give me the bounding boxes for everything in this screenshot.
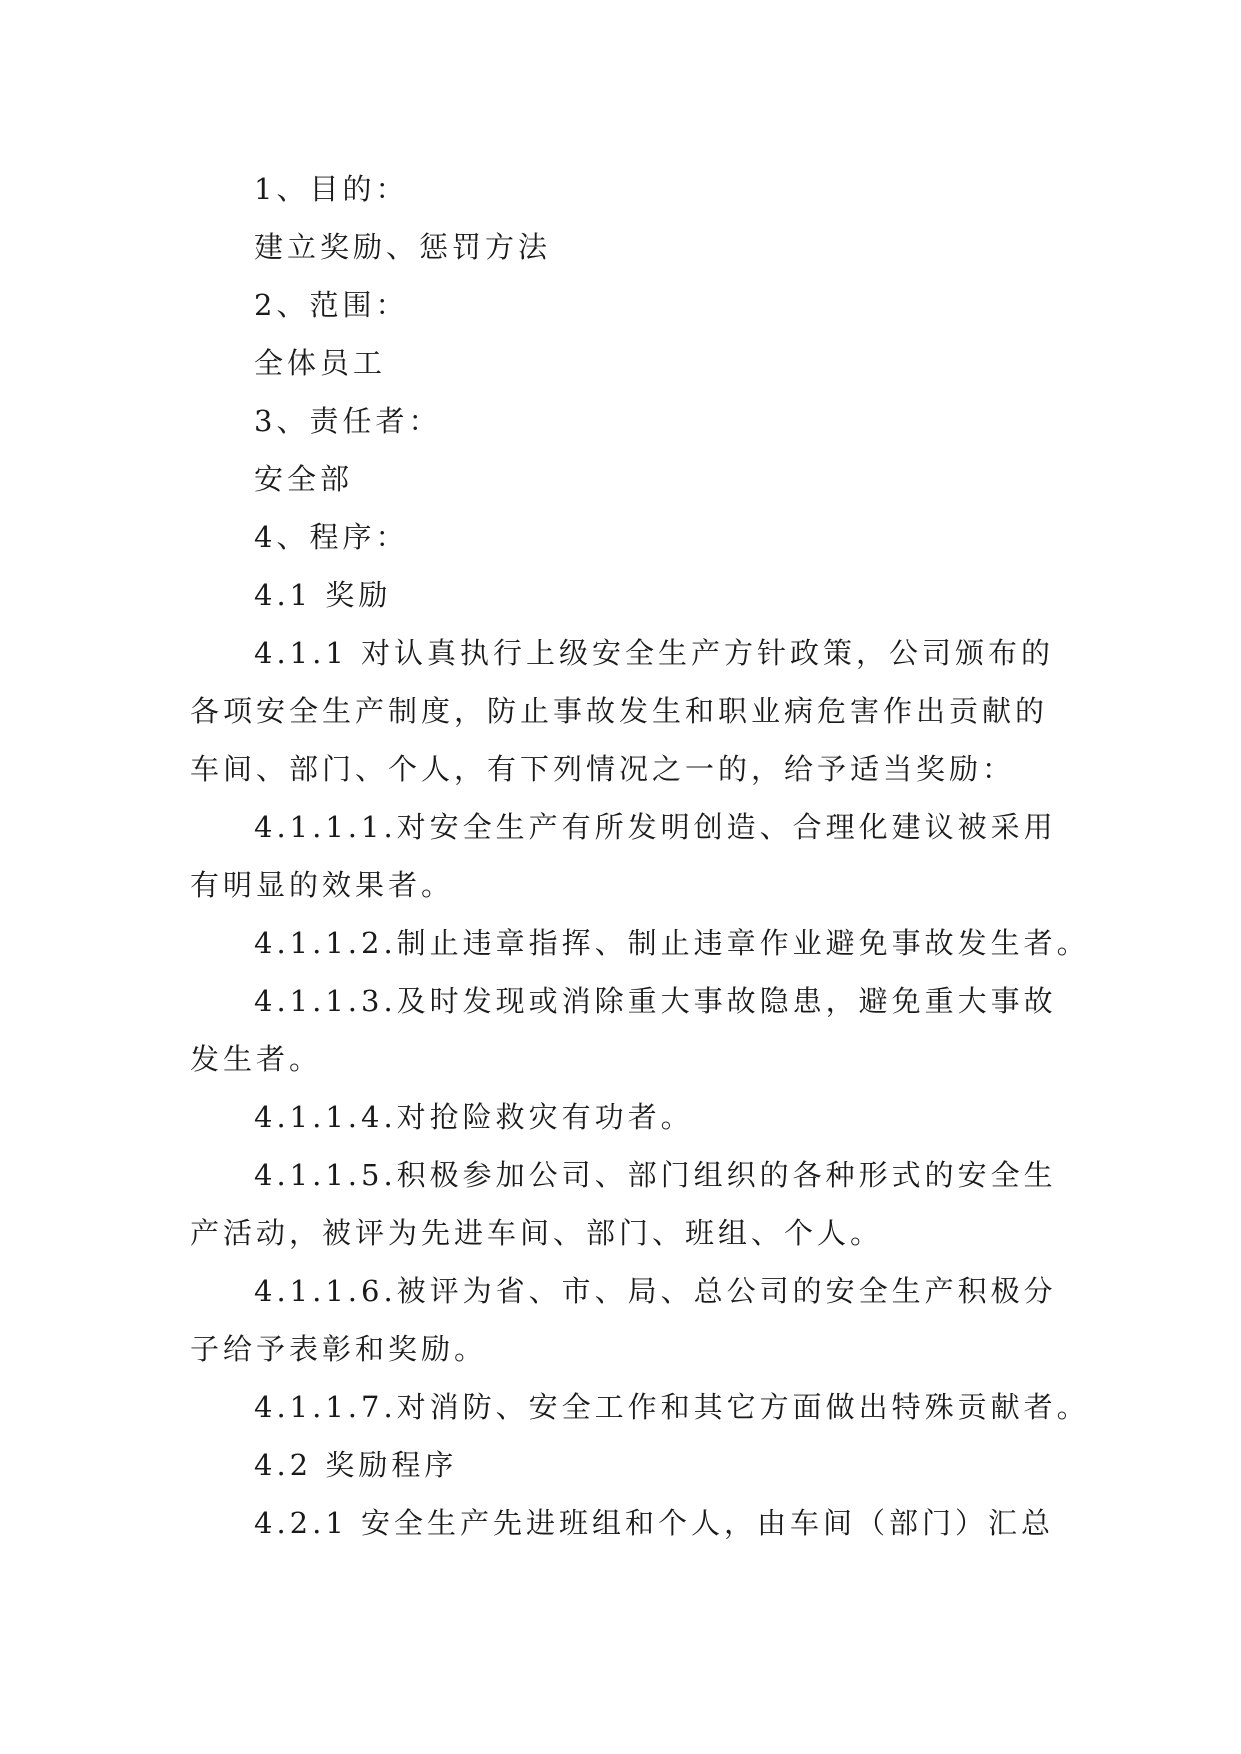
document-body	[190, 160, 1090, 1552]
paragraph-line: 4.1.1 对认真执行上级安全生产方针政策，公司颁布的	[254, 636, 1055, 670]
heading-responsible: 3、责任者：	[254, 404, 442, 438]
paragraph-line: 各项安全生产制度，防止事故发生和职业病危害作出贡献的	[190, 694, 1049, 728]
paragraph-line: 4.1.1.7.对消防、安全工作和其它方面做出特殊贡献者。	[254, 1390, 1090, 1424]
paragraph-scope: 全体员工	[254, 346, 387, 380]
heading-scope: 2、范围：	[254, 288, 409, 322]
paragraph-line: 4.1.1.6.被评为省、市、局、总公司的安全生产积极分	[254, 1274, 1057, 1308]
paragraph-line: 车间、部门、个人，有下列情况之一的，给予适当奖励：	[190, 752, 1016, 786]
paragraph-line: 4.2.1 安全生产先进班组和个人，由车间（部门）汇总	[254, 1506, 1055, 1540]
heading-reward-procedure: 4.2 奖励程序	[254, 1448, 458, 1482]
heading-purpose: 1、目的：	[254, 172, 409, 206]
heading-procedure: 4、程序：	[254, 520, 409, 554]
paragraph-line: 子给予表彰和奖励。	[190, 1332, 488, 1366]
paragraph-line: 4.1.1.4.对抢险救灾有功者。	[254, 1100, 694, 1134]
paragraph-purpose: 建立奖励、惩罚方法	[254, 230, 552, 264]
paragraph-responsible: 安全部	[254, 462, 354, 496]
paragraph-line: 发生者。	[190, 1042, 323, 1076]
paragraph-line: 产活动，被评为先进车间、部门、班组、个人。	[190, 1216, 884, 1250]
paragraph-line: 有明显的效果者。	[190, 868, 455, 902]
paragraph-line: 4.1.1.2.制止违章指挥、制止违章作业避免事故发生者。	[254, 926, 1090, 960]
paragraph-line: 4.1.1.5.积极参加公司、部门组织的各种形式的安全生	[254, 1158, 1057, 1192]
paragraph-line: 4.1.1.1.对安全生产有所发明创造、合理化建议被采用	[254, 810, 1057, 844]
paragraph-line: 4.1.1.3.及时发现或消除重大事故隐患，避免重大事故	[254, 984, 1057, 1018]
heading-reward: 4.1 奖励	[254, 578, 392, 612]
